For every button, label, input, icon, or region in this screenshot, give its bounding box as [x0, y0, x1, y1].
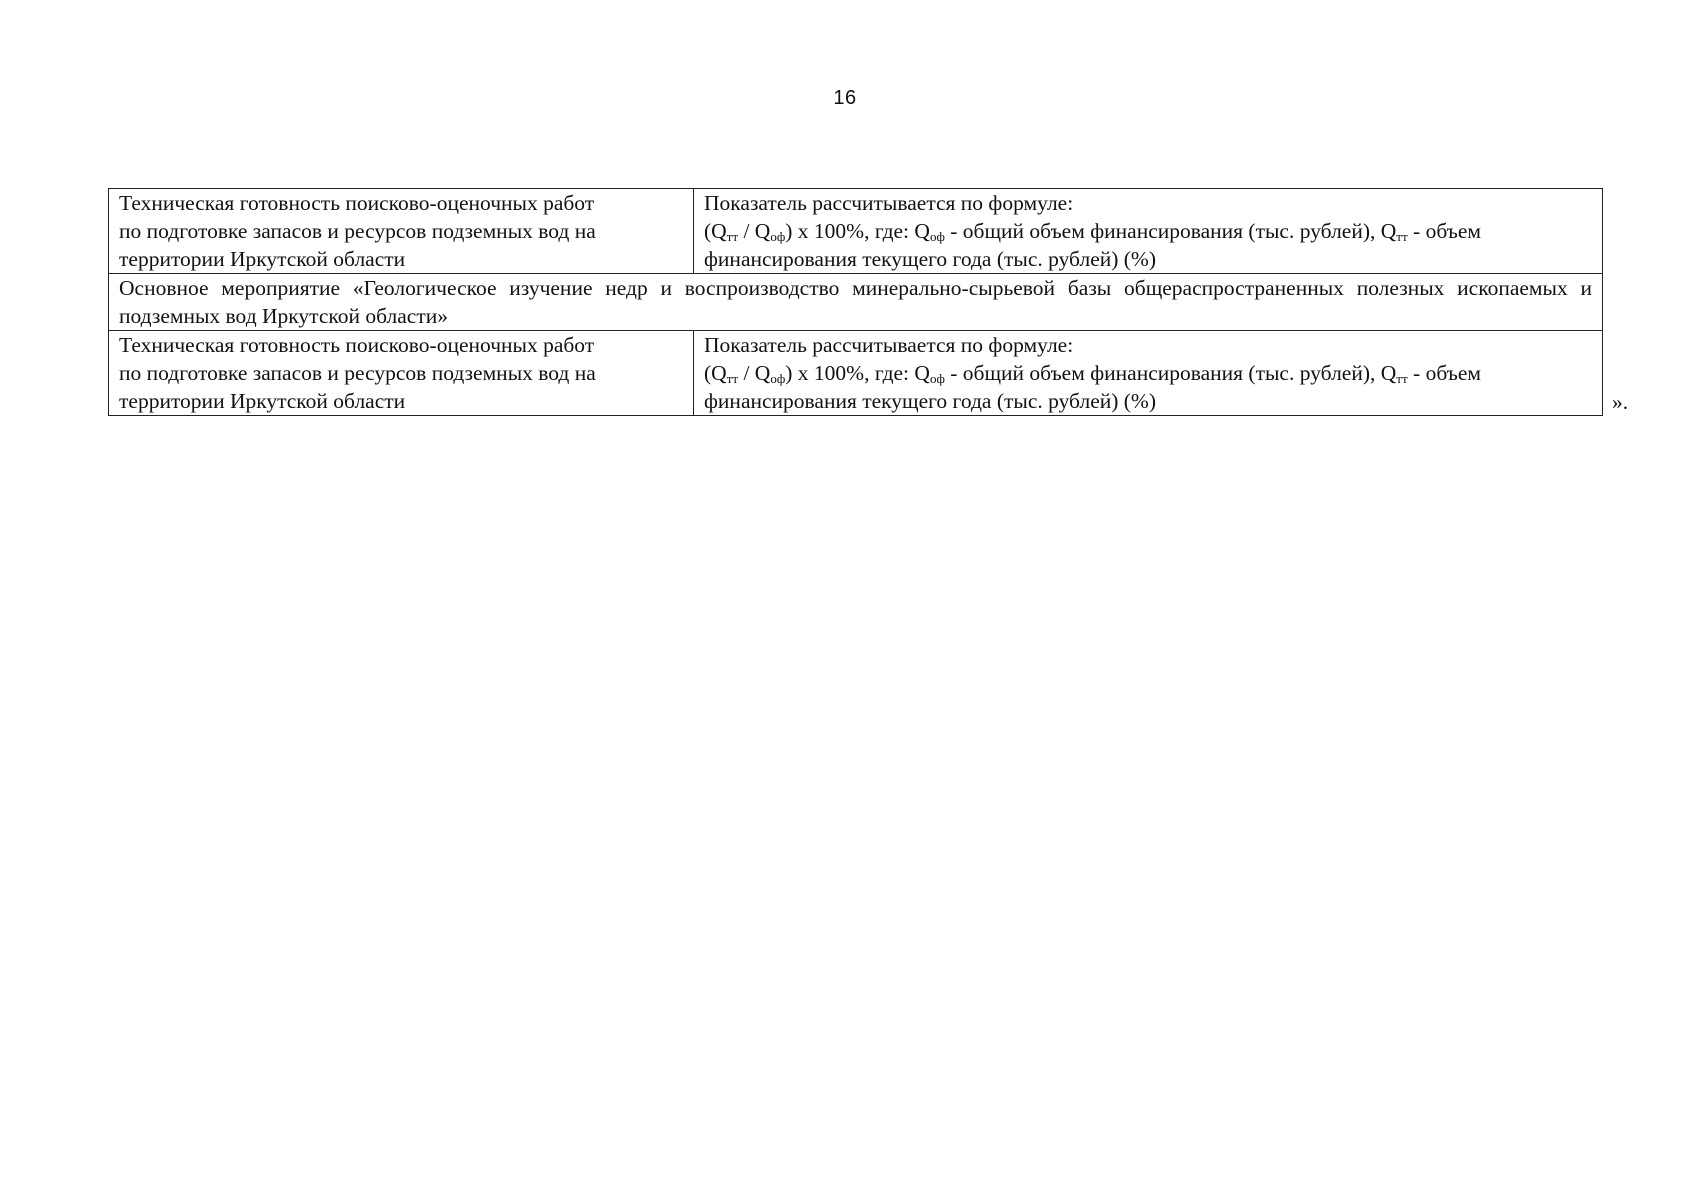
formula-subscript: оф — [929, 371, 945, 386]
method-tail: финансирования текущего года (тыс. рублей) (%) — [704, 389, 1157, 413]
formula-subscript: тт — [1396, 229, 1408, 244]
formula-text: (Q — [704, 219, 727, 243]
method-intro: Показатель рассчитывается по формуле: — [704, 191, 1074, 215]
formula-text: ) x 100%, где: Q — [785, 361, 930, 385]
formula-text: ) x 100%, где: Q — [785, 219, 930, 243]
formula-line — [704, 359, 1592, 387]
indicator-name-cell — [109, 331, 694, 416]
formula-subscript: оф — [929, 229, 945, 244]
indicators-table — [108, 188, 1603, 416]
formula-text: - общий объем финансирования (тыс. рублей), Q — [944, 219, 1397, 243]
formula-subscript: тт — [726, 229, 739, 244]
method-tail: финансирования текущего года (тыс. рублей) (%) — [704, 247, 1157, 271]
indicator-name-line: по подготовке запасов и ресурсов подземных вод на — [119, 219, 596, 243]
formula-subscript: оф — [770, 371, 786, 386]
indicator-name-line: Техническая готовность поисково-оценочных работ — [119, 191, 595, 215]
formula-text: / Q — [738, 361, 771, 385]
closing-quote: ». — [1612, 390, 1629, 414]
table-row — [109, 274, 1603, 331]
page-number: 16 — [833, 87, 857, 109]
calculation-method-cell — [694, 189, 1603, 274]
formula-text: / Q — [738, 219, 771, 243]
indicator-name-line: территории Иркутской области — [119, 389, 406, 413]
indicator-name-line: территории Иркутской области — [119, 247, 406, 271]
formula-subscript: тт — [726, 371, 739, 386]
table-row — [109, 189, 1603, 274]
indicator-name-line: Техническая готовность поисково-оценочных работ — [119, 333, 595, 357]
formula-line — [704, 217, 1592, 245]
indicator-name-line: по подготовке запасов и ресурсов подземных вод на — [119, 361, 596, 385]
indicator-name-cell — [109, 189, 694, 274]
section-heading-cell: Основное мероприятие «Геологическое изучение недр и воспроизводство минерально-сырьевой базы общераспространенных полезных ископаемых и подземных вод Иркутской области» — [109, 274, 1603, 331]
method-intro: Показатель рассчитывается по формуле: — [704, 333, 1074, 357]
formula-text: - общий объем финансирования (тыс. рублей), Q — [944, 361, 1397, 385]
table-row — [109, 331, 1603, 416]
formula-subscript: тт — [1396, 371, 1408, 386]
formula-text: - объем — [1407, 361, 1481, 385]
formula-text: - объем — [1407, 219, 1481, 243]
formula-text: (Q — [704, 361, 727, 385]
formula-subscript: оф — [770, 229, 786, 244]
calculation-method-cell — [694, 331, 1603, 416]
